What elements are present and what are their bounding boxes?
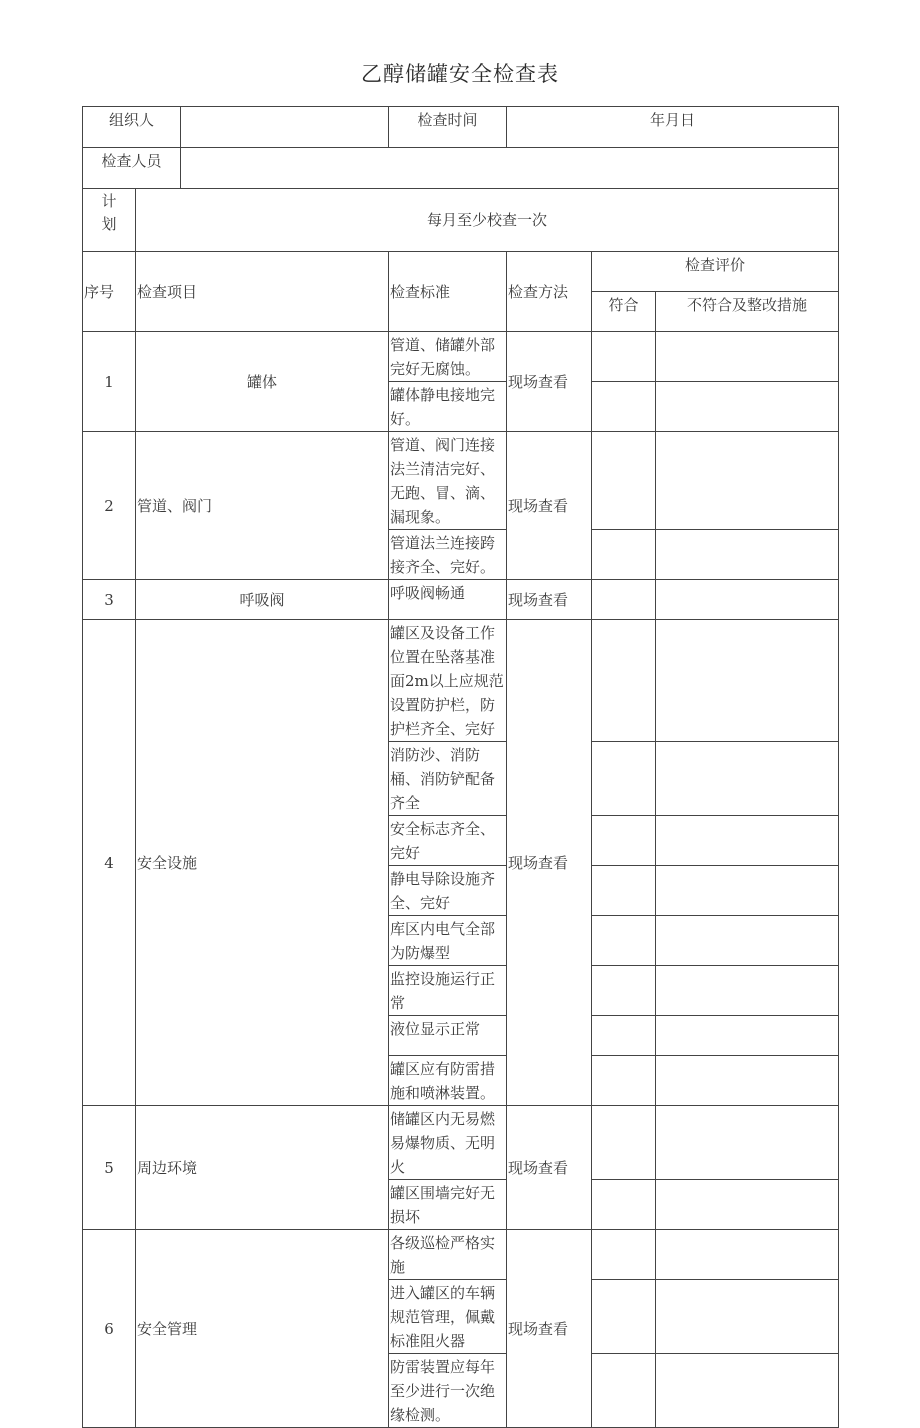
group-method: 现场查看 (507, 580, 592, 620)
col-no-header: 序号 (83, 252, 136, 332)
nonconform-cell[interactable] (656, 866, 839, 916)
plan-value: 每月至少校查一次 (136, 189, 839, 252)
group-no: 2 (83, 432, 136, 580)
standard-cell: 消防沙、消防桶、消防铲配备齐全 (389, 742, 507, 816)
standard-cell: 管道、储罐外部完好无腐蚀。 (389, 332, 507, 382)
nonconform-cell[interactable] (656, 1280, 839, 1354)
col-evaluation-header: 检查评价 (592, 252, 839, 292)
standard-cell: 储罐区内无易燃易爆物质、无明火 (389, 1106, 507, 1180)
conform-cell[interactable] (592, 816, 656, 866)
nonconform-cell[interactable] (656, 580, 839, 620)
group-item: 呼吸阀 (136, 580, 389, 620)
standard-cell: 防雷装置应每年至少进行一次绝缘检测。 (389, 1354, 507, 1428)
group-method: 现场查看 (507, 620, 592, 1106)
nonconform-cell[interactable] (656, 432, 839, 530)
standard-cell: 安全标志齐全、完好 (389, 816, 507, 866)
nonconform-cell[interactable] (656, 742, 839, 816)
nonconform-cell[interactable] (656, 530, 839, 580)
standard-cell: 监控设施运行正常 (389, 966, 507, 1016)
conform-cell[interactable] (592, 1106, 656, 1180)
group-method: 现场查看 (507, 1230, 592, 1428)
standard-cell: 罐体静电接地完好。 (389, 382, 507, 432)
conform-cell[interactable] (592, 1180, 656, 1230)
conform-cell[interactable] (592, 966, 656, 1016)
group-item: 管道、阀门 (136, 432, 389, 580)
group-no: 1 (83, 332, 136, 432)
conform-cell[interactable] (592, 866, 656, 916)
group-no: 6 (83, 1230, 136, 1428)
conform-cell[interactable] (592, 916, 656, 966)
nonconform-cell[interactable] (656, 1354, 839, 1428)
page-title: 乙醇储罐安全检查表 (361, 62, 559, 86)
nonconform-cell[interactable] (656, 1180, 839, 1230)
conform-cell[interactable] (592, 1280, 656, 1354)
group-item: 周边环境 (136, 1106, 389, 1230)
conform-cell[interactable] (592, 530, 656, 580)
check-time-field[interactable]: 年月日 (507, 107, 839, 148)
conform-cell[interactable] (592, 332, 656, 382)
standard-cell: 罐区围墙完好无损坏 (389, 1180, 507, 1230)
col-nonconform-header: 不符合及整改措施 (656, 292, 839, 332)
conform-cell[interactable] (592, 1230, 656, 1280)
plan-label (83, 189, 136, 252)
group-method: 现场查看 (507, 332, 592, 432)
check-time-label: 检查时间 (389, 107, 507, 148)
standard-cell: 管道法兰连接跨接齐全、完好。 (389, 530, 507, 580)
conform-cell[interactable] (592, 382, 656, 432)
standard-cell: 库区内电气全部为防爆型 (389, 916, 507, 966)
nonconform-cell[interactable] (656, 966, 839, 1016)
organizer-field[interactable] (181, 107, 389, 148)
conform-cell[interactable] (592, 1016, 656, 1056)
col-standard-header: 检查标准 (389, 252, 507, 332)
standard-cell: 各级巡检严格实施 (389, 1230, 507, 1280)
nonconform-cell[interactable] (656, 382, 839, 432)
nonconform-cell[interactable] (656, 620, 839, 742)
group-item: 罐体 (136, 332, 389, 432)
nonconform-cell[interactable] (656, 816, 839, 866)
standard-cell: 罐区应有防雷措施和喷淋装置。 (389, 1056, 507, 1106)
nonconform-cell[interactable] (656, 1056, 839, 1106)
col-item-header (136, 252, 389, 332)
group-item: 安全设施 (136, 620, 389, 1106)
standard-cell: 管道、阀门连接法兰清洁完好、无跑、冒、滴、漏现象。 (389, 432, 507, 530)
standard-cell: 进入罐区的车辆规范管理，佩戴标准阻火器 (389, 1280, 507, 1354)
nonconform-cell[interactable] (656, 1106, 839, 1180)
col-item-header-text: 检查项目 (137, 282, 198, 301)
col-method-header: 检查方法 (507, 252, 592, 332)
group-item: 安全管理 (136, 1230, 389, 1428)
group-no: 5 (83, 1106, 136, 1230)
nonconform-cell[interactable] (656, 1016, 839, 1056)
conform-cell[interactable] (592, 580, 656, 620)
col-conform-header: 符合 (592, 292, 656, 332)
inspectors-label: 检查人员 (83, 148, 181, 189)
inspectors-field[interactable] (181, 148, 839, 189)
conform-cell[interactable] (592, 620, 656, 742)
organizer-label: 组织人 (83, 107, 181, 148)
conform-cell[interactable] (592, 742, 656, 816)
group-method: 现场查看 (507, 1106, 592, 1230)
standard-cell: 罐区及设备工作位置在坠落基准面2m以上应规范设置防护栏，防护栏齐全、完好 (389, 620, 507, 742)
standard-cell: 呼吸阀畅通 (389, 580, 507, 620)
standard-cell: 静电导除设施齐全、完好 (389, 866, 507, 916)
standard-cell: 液位显示正常 (389, 1016, 507, 1056)
conform-cell[interactable] (592, 1056, 656, 1106)
group-no: 3 (83, 580, 136, 620)
conform-cell[interactable] (592, 432, 656, 530)
group-method: 现场查看 (507, 432, 592, 580)
group-no: 4 (83, 620, 136, 1106)
nonconform-cell[interactable] (656, 916, 839, 966)
plan-label-text: 计划 (101, 192, 117, 233)
inspection-table (82, 106, 839, 1428)
conform-cell[interactable] (592, 1354, 656, 1428)
nonconform-cell[interactable] (656, 1230, 839, 1280)
nonconform-cell[interactable] (656, 332, 839, 382)
